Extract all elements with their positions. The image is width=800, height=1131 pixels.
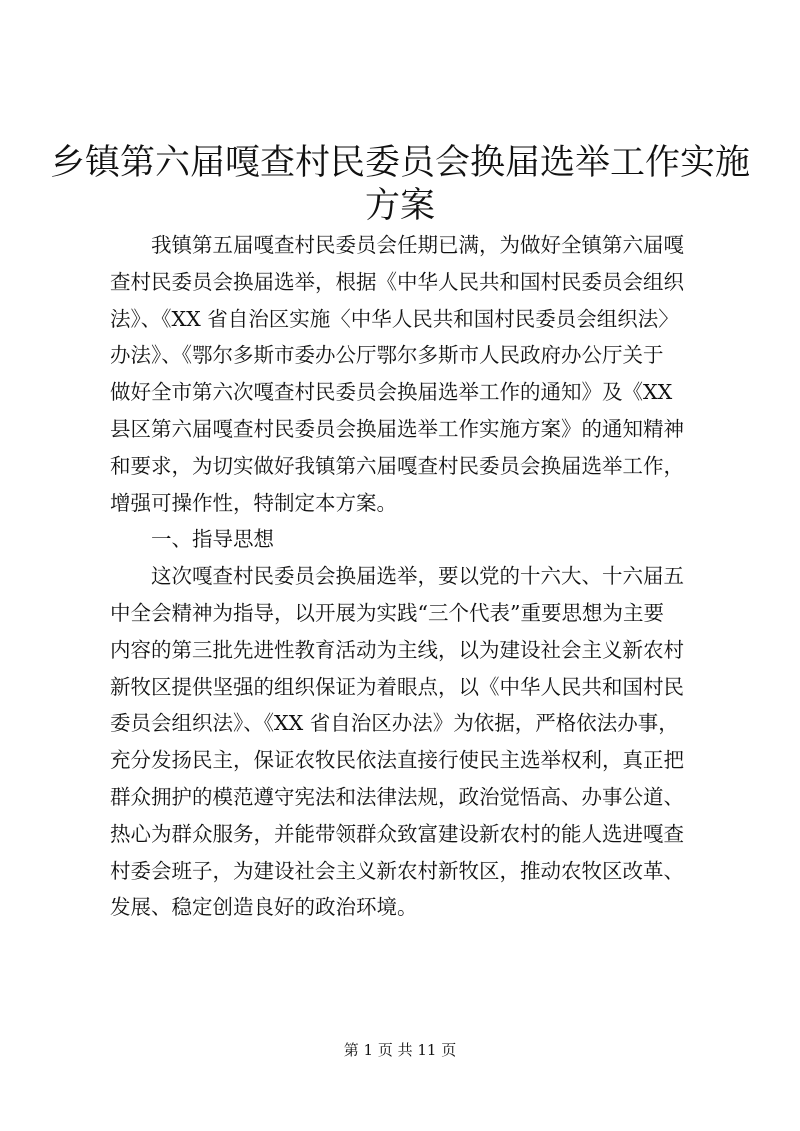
section-line: 充分发扬民主，保证农牧民依法直接行使民主选举权利，真正把 <box>110 748 684 773</box>
section-heading: 一、指导思想 <box>151 527 274 552</box>
page-number: 第 1 页 共 11 页 <box>343 1041 457 1059</box>
section-line: 村委会班子，为建设社会主义新农村新牧区，推动农牧区改革、 <box>110 858 684 883</box>
section-line: 群众拥护的模范遵守宪法和法律法规，政治觉悟高、办事公道、 <box>110 784 684 809</box>
intro-line: 增强可操作性，特制定本方案。 <box>110 490 397 515</box>
section-line: 新牧区提供坚强的组织保证为着眼点，以《中华人民共和国村民 <box>110 674 684 699</box>
document-body <box>110 227 690 926</box>
section-line: 委员会组织法》、《XX 省自治区办法》为依据，严格依法办事， <box>110 711 679 736</box>
document-title-line-2: 方案 <box>364 186 435 226</box>
section-line: 内容的第三批先进性教育活动为主线，以为建设社会主义新农村 <box>110 637 684 662</box>
document-title-line-1: 乡镇第六届嘎查村民委员会换届选举工作实施 <box>49 143 750 183</box>
section-line: 中全会精神为指导，以开展为实践“三个代表”重要思想为主要 <box>110 600 664 625</box>
intro-line: 办法》、《鄂尔多斯市委办公厅鄂尔多斯市人民政府办公厅关于 <box>110 343 664 368</box>
intro-line: 我镇第五届嘎查村民委员会任期已满，为做好全镇第六届嘎 <box>151 233 684 257</box>
intro-line: 查村民委员会换届选举，根据《中华人民共和国村民委员会组织 <box>110 269 684 294</box>
intro-line: 做好全市第六次嘎查村民委员会换届选举工作的通知》及《XX <box>110 380 673 405</box>
section-line: 这次嘎查村民委员会换届选举，要以党的十六大、十六届五 <box>151 564 684 589</box>
section-line: 发展、稳定创造良好的政治环境。 <box>110 895 418 920</box>
intro-line: 法》、《XX 省自治区实施〈中华人民共和国村民委员会组织法〉 <box>110 306 679 331</box>
section-line: 热心为群众服务，并能带领群众致富建设新农村的能人选进嘎查 <box>110 821 684 846</box>
intro-line: 和要求，为切实做好我镇第六届嘎查村民委员会换届选举工作， <box>110 453 684 478</box>
intro-line: 县区第六届嘎查村民委员会换届选举工作实施方案》的通知精神 <box>110 416 684 441</box>
